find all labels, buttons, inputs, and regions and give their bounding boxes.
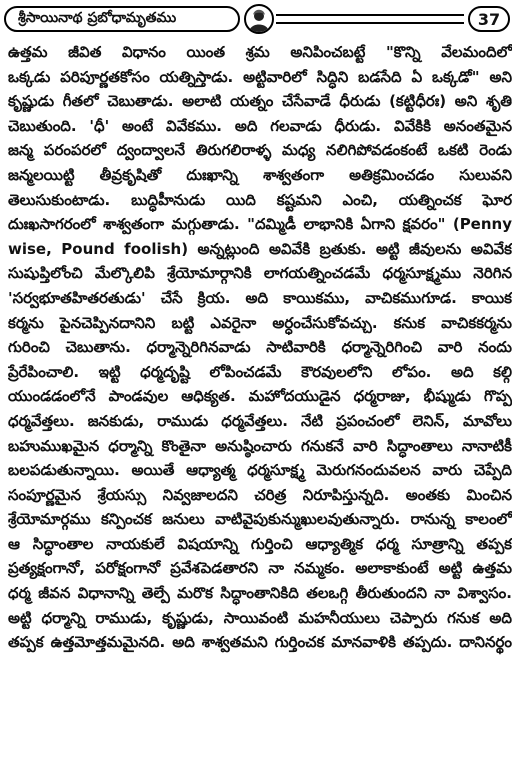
page-number: 37 bbox=[468, 6, 510, 32]
text-line: సంపూర్ణమైన శ్రేయస్సు నివ్వజాలదని చరిత్ర నిరూపిస్తున్నది. అంతకు మించిన bbox=[8, 485, 512, 504]
running-header bbox=[4, 4, 514, 32]
text-line: బలపడుతున్నాయి. అయితే ఆధ్యాత్మ ధర్మసూక్ష్మ మెరుగనందువలన వారు చెప్పేది bbox=[8, 461, 512, 480]
text-line: బహుముఖమైన ధర్మాన్ని కొంతైనా అనుష్ఠించారు గనుకనే వారి సిద్ధాంతాలు నానాటికీ bbox=[8, 436, 512, 455]
text-line: దుఃఖసాగరంలో శాశ్వతంగా మగ్గుతాడు. "దమ్మిడీ లాభానికి ఏగాని క్షవరం" (Penny bbox=[8, 215, 512, 234]
text-line: ఒక్కడు పరిపూర్ణతకోసం యత్నిస్తాడు. అట్టివారిలో సిద్ధిని బడసేది ఏ ఒక్కడో" అని bbox=[8, 67, 512, 86]
book-title: శ్రీసాయినాథ ప్రబోధామృతము bbox=[4, 6, 240, 32]
text-line: జన్మ పరంపరలో ద్వంద్వాలనే తిరుగలిరాళ్ళ మధ్య నలిగిపోవడంకంటే ఒకటి రెండు bbox=[8, 141, 512, 160]
text-line: ప్రేరేపించాలి. ఇట్టి ధర్మదృష్టి లోపించడమే కౌరవులలోని లోపం. అది కల్గి bbox=[8, 362, 512, 381]
text-line: ప్రత్యక్షంగానో, పరోక్షంగానో ప్రవేశపెడతారని నా నమ్మకం. అలాకాకుంటే అట్టి ఉత్తమ bbox=[8, 559, 512, 578]
header-rule bbox=[276, 22, 464, 24]
text-line: కృష్ణుడు గీతలో చెబుతాడు. అలాటి యత్నం చేసేవాడే ధీరుడు (కట్టిధీరః) అని శృతి bbox=[8, 92, 512, 111]
text-line: ధర్మ జీవన విధానాన్ని తెల్పే మరొక సిద్ధాంతానికిది తలఒగ్గి తీరుతుందని నా విశ్వాసం. bbox=[8, 584, 512, 603]
text-line: ఉత్తమ జీవిత విధానం యింత శ్రమ అనిపించబట్టే "కొన్ని వేలమందిలో bbox=[8, 43, 512, 61]
text-line: సుషుప్తిలోంచి మేల్కొలిపి శ్రేయోమార్గానికి లాగయత్నించడమే ధర్మసూక్ష్మము నెరిగిన bbox=[8, 264, 512, 283]
text-line: 'సర్వభూతహితరతుడు' చేసే క్రియ. అది కాయికము, వాచికముగూడ. కాయిక bbox=[8, 288, 512, 307]
text-line: ధర్మవేత్తలు. జనకుడు, రాముడు ధర్మవేత్తలు. నేటి ప్రపంచంలో లెనిన్, మావోలు bbox=[8, 411, 512, 430]
text-line: కర్మను పైనచెప్పినదానిని బట్టి ఎవరైనా అర్ధంచేసుకోవచ్చు. కనుక వాచికకర్మను bbox=[8, 313, 512, 332]
text-line: శ్రేయోమార్గము కన్పించక జనులు వాటివైపుకున్ముఖులవుతున్నారు. రానున్న కాలంలో bbox=[8, 510, 512, 529]
text-line: గురించి చెబుతాను. ధర్మాన్నెరిగినవాడు సాటివారికి ధర్మాన్నెరిగించి వారి నందు bbox=[8, 338, 512, 357]
text-line: wise, Pound foolish) అన్నట్లుంది అవివేకి బ్రతుకు. అట్టి జీవులను అవివేక bbox=[8, 239, 512, 258]
page-body bbox=[8, 40, 512, 655]
text-line: చెబుతుంది. 'ధీ' అంటే వివేకము. అది గలవాడు ధీరుడు. వివేకికి అనంతమైన bbox=[8, 116, 512, 135]
text-line: ఆ సిద్ధాంతాల నాయకులే విషయాన్ని గుర్తించి ఆధ్యాత్మిక ధర్మ సూత్రాన్ని తప్పక bbox=[8, 534, 512, 553]
text-line: తప్పక ఉత్తమోత్తమమైనది. అది శాశ్వతమని గుర్తించక మానవాళికి తప్పదు. దానినర్థం bbox=[8, 633, 512, 652]
sai-baba-portrait-icon bbox=[244, 4, 274, 34]
header-rule bbox=[276, 14, 464, 16]
text-line: యుండడంలోనే పాండవుల ఆధిక్యత. మహోదయుడైన ధర్మరాజు, భీష్ముడు గొప్ప bbox=[8, 387, 512, 406]
text-line: అట్టి ధర్మాన్ని రాముడు, కృష్ణుడు, సాయివంటి మహనీయులు చెప్పారు గనుక అది bbox=[8, 608, 512, 627]
text-line: తెలుసుకుంటాడు. బుద్ధిహీనుడు యిది కష్టమని ఎంచి, యత్నించక ఘోర bbox=[8, 190, 512, 209]
text-line: జన్మలయిట్టి తీవ్రకృషితో దుఃఖాన్ని శాశ్వతంగా అతిక్రమించడం సులువని bbox=[8, 165, 512, 184]
